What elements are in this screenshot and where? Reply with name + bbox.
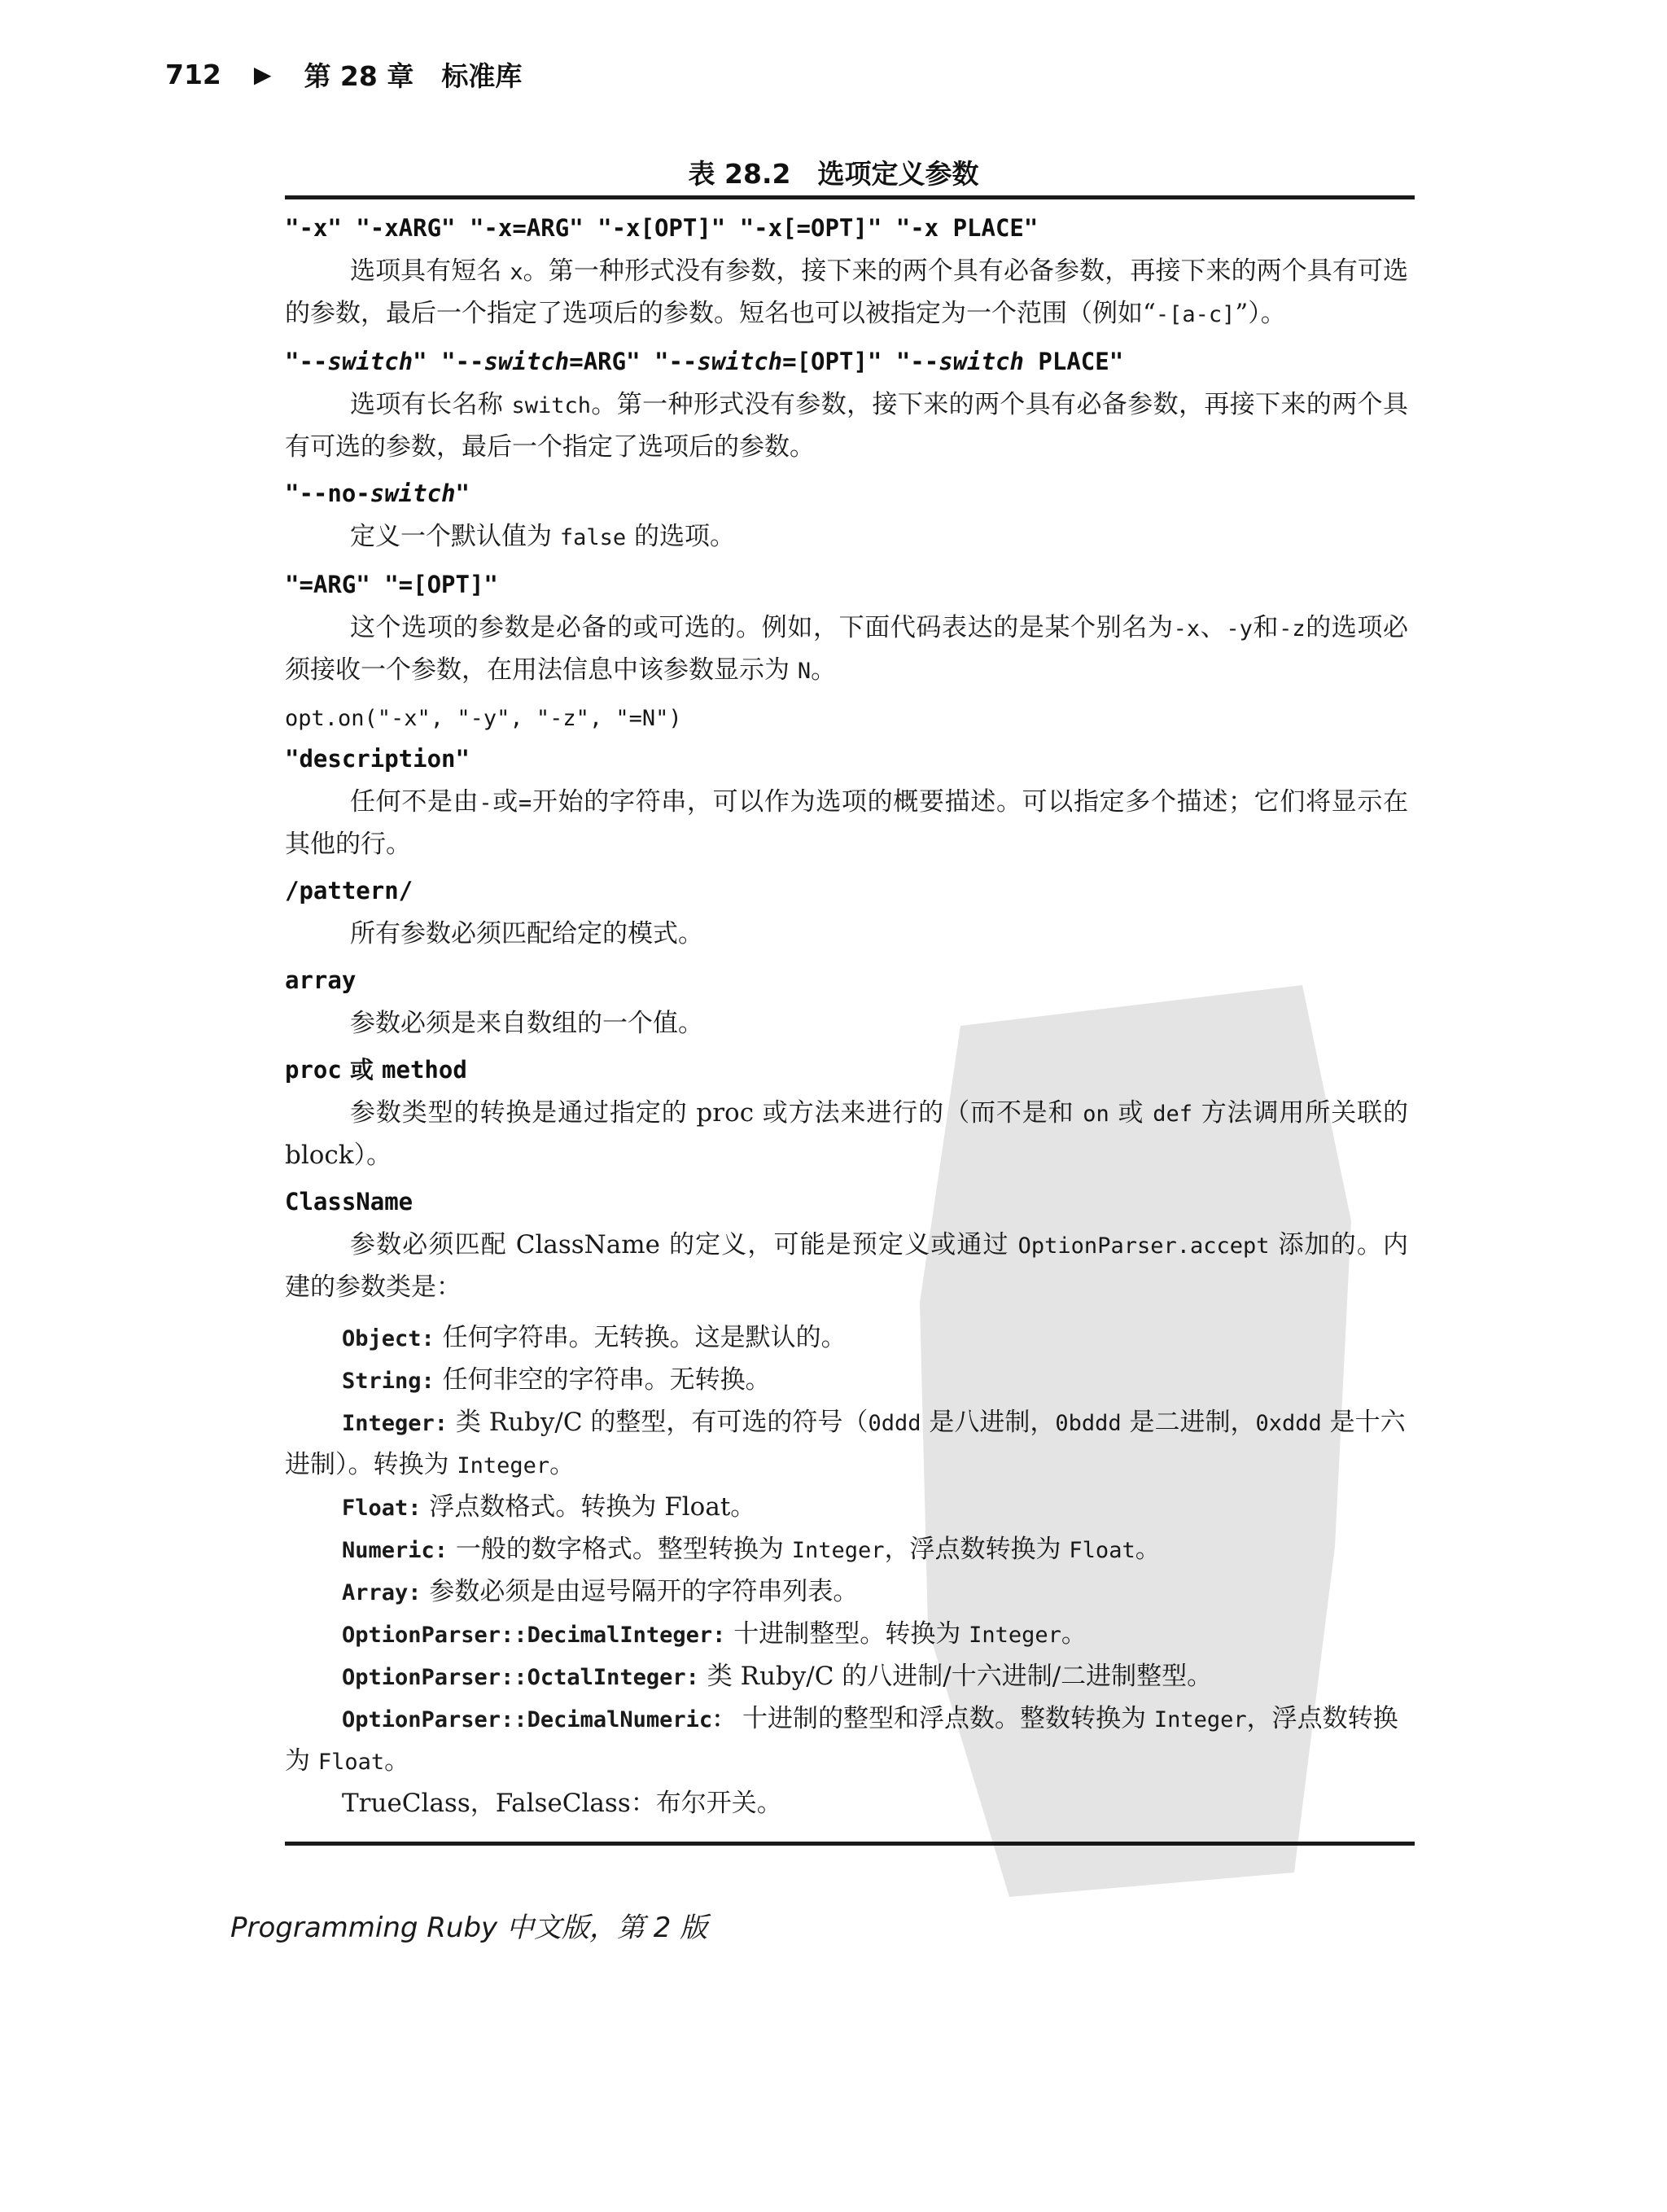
option-term: "--no-switch" xyxy=(285,480,470,507)
option-entry xyxy=(285,345,1408,467)
option-description: 选项有长名称 switch。第一种形式没有参数，接下来的两个具有必备参数，再接下来的两个具有可选的参数，最后一个指定了选项后的参数。 xyxy=(285,390,1409,462)
type-list-item: OptionParser::DecimalNumeric： 十进制的整型和浮点数。整数转换为 Integer，浮点数转换为 Float。 xyxy=(285,1704,1398,1776)
table-bottom-rule xyxy=(285,1842,1415,1846)
option-description: 任何不是由-或=开始的字符串，可以作为选项的概要描述。可以指定多个描述；它们将显示在其他的行。 xyxy=(285,787,1409,859)
code-example: opt.on("-x", "-y", "-z", "=N") xyxy=(285,706,682,731)
option-description: 参数必须是来自数组的一个值。 xyxy=(350,1009,703,1038)
option-entry xyxy=(285,742,1408,865)
option-description: 参数类型的转换是通过指定的 proc 或方法来进行的（而不是和 on 或 def 方法调用所关联的 block）。 xyxy=(285,1098,1408,1170)
option-term: "description" xyxy=(285,745,470,773)
option-entry xyxy=(285,212,1408,335)
type-list-item: TrueClass，FalseClass：布尔开关。 xyxy=(342,1789,782,1818)
type-list-item: String: 任何非空的字符串。无转换。 xyxy=(342,1365,771,1395)
option-entry xyxy=(285,568,1408,736)
option-term: "=ARG" "=[OPT]" xyxy=(285,571,498,598)
option-term: proc 或 method xyxy=(285,1056,467,1084)
option-term: ClassName xyxy=(285,1188,413,1216)
table-body xyxy=(285,212,1408,1824)
type-list-item: Object: 任何字符串。无转换。这是默认的。 xyxy=(342,1323,847,1352)
page-footer: Programming Ruby 中文版，第 2 版 xyxy=(230,1912,708,1944)
table-title: 表 28.2 选项定义参数 xyxy=(688,158,979,190)
type-list-item: Numeric: 一般的数字格式。整型转换为 Integer，浮点数转换为 Float。 xyxy=(342,1535,1161,1564)
section-label: 标准库 xyxy=(441,59,523,92)
running-header xyxy=(165,55,522,93)
option-entry xyxy=(285,1053,1408,1176)
option-description: 定义一个默认值为 false 的选项。 xyxy=(350,522,735,551)
chapter-label: 第 28 章 xyxy=(304,59,414,92)
arrow-icon: ▶ xyxy=(253,60,272,88)
type-list-item: OptionParser::DecimalInteger: 十进制整型。转换为 Integer。 xyxy=(342,1619,1087,1649)
table-top-rule xyxy=(285,195,1415,199)
option-term: "--switch" "--switch=ARG" "--switch=[OPT]" "--switch PLACE" xyxy=(285,348,1124,375)
option-entry xyxy=(285,1185,1408,1824)
option-entry xyxy=(285,874,1408,954)
type-list-item: OptionParser::OctalInteger: 类 Ruby/C 的八进制/十六进制/二进制整型。 xyxy=(342,1662,1213,1691)
option-term: "-x" "-xARG" "-x=ARG" "-x[OPT]" "-x[=OPT]" "-x PLACE" xyxy=(285,214,1039,242)
option-description: 选项具有短名 x。第一种形式没有参数，接下来的两个具有必备参数，再接下来的两个具有可选的参数，最后一个指定了选项后的参数。短名也可以被指定为一个范围（例如“-[a-c]”）。 xyxy=(285,256,1409,328)
option-entry xyxy=(285,477,1408,558)
option-description: 所有参数必须匹配给定的模式。 xyxy=(350,919,703,948)
option-entry xyxy=(285,964,1408,1044)
option-description: 这个选项的参数是必备的或可选的。例如，下面代码表达的是某个别名为-x、-y和-z的选项必须接收一个参数，在用法信息中该参数显示为 N。 xyxy=(285,613,1409,685)
page-number: 712 xyxy=(165,58,221,90)
type-list-item: Array: 参数必须是由逗号隔开的字符串列表。 xyxy=(342,1577,859,1606)
type-list-item: Integer: 类 Ruby/C 的整型，有可选的符号（0ddd 是八进制，0bddd 是二进制，0xddd 是十六进制）。转换为 Integer。 xyxy=(285,1408,1406,1479)
option-description: 参数必须匹配 ClassName 的定义，可能是预定义或通过 OptionParser.accept 添加的。内建的参数类是： xyxy=(285,1230,1409,1302)
option-term: /pattern/ xyxy=(285,877,413,905)
type-list-item: Float: 浮点数格式。转换为 Float。 xyxy=(342,1492,756,1522)
option-term: array xyxy=(285,966,357,994)
